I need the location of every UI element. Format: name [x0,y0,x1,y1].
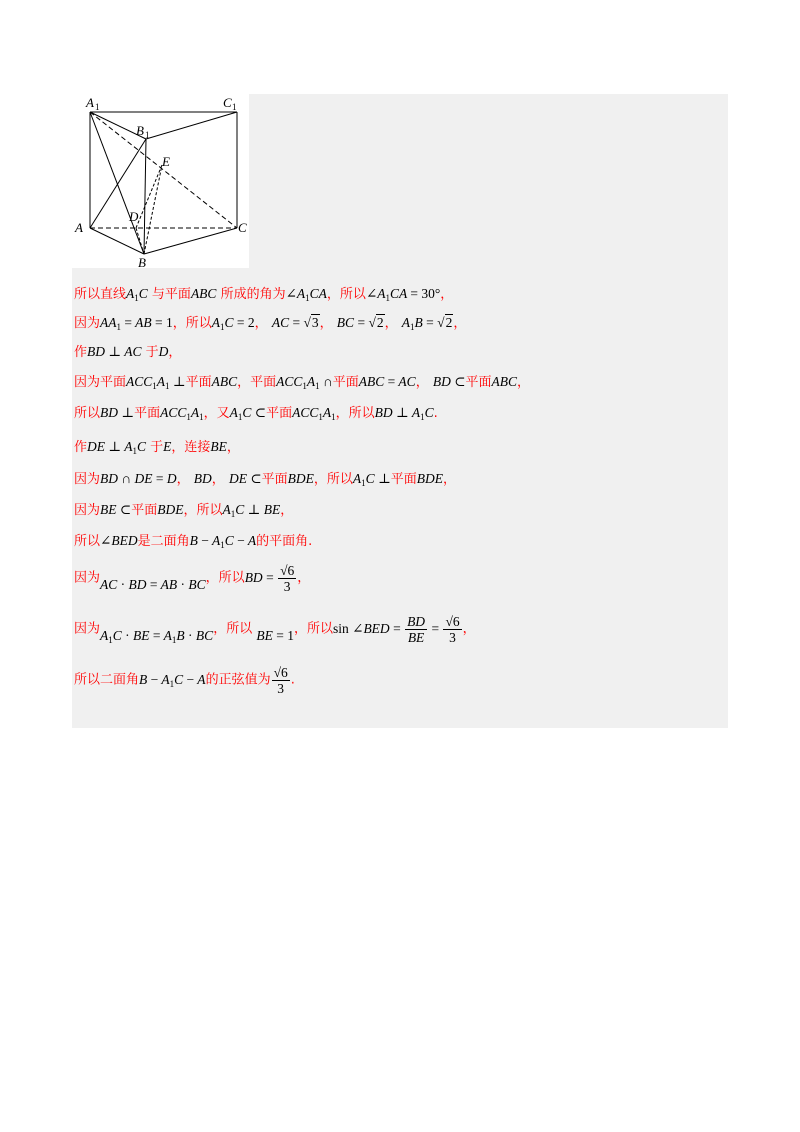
math: $B - A_1C - A$ [189,533,257,550]
math: BD ⊥ [100,405,135,420]
math: ∠BED [100,533,138,548]
math: ABC [491,374,518,389]
math: $ACC_1A_1$ ⊥ [126,374,186,391]
math: ABC [190,286,217,301]
label-A1: A [86,95,94,110]
math: $B - A_1C - A$ [139,671,206,689]
edge-B1C1 [146,112,237,139]
math: BD ∩ DE = D [100,471,177,486]
solution-line-3: 作BD ⊥ AC 于D， [74,344,182,360]
fraction: $\frac{√6}{3}$ [445,614,460,645]
math: AC = √3 [271,315,319,330]
fraction: $\frac{BD}{BE}$ [407,614,426,645]
solution-line-1: 所以直线$A_1C$ 与平面ABC 所成的角为$\angle A_1CA$，所以$\angle A_1CA = 30^\circ$， [74,286,454,303]
math [271,665,291,696]
label-B: B [138,255,146,268]
math: $A_1C$ · BE = $A_1B$ · BC [100,627,214,645]
math: BC = √2 [336,315,384,330]
math: E [163,439,172,454]
prism-diagram [72,94,249,268]
math: ABC [211,374,238,389]
math: $ACC_1A_1$ ∩ [276,374,333,391]
math: AC · BD = AB · BC [100,576,206,592]
math: $A_1C$ [126,286,148,303]
label-D: D [129,209,139,224]
label-C1: C [223,95,232,110]
math: $ACC_1A_1$ [160,405,204,422]
math: $A_1B = √2$ [401,315,453,332]
fraction: $\frac{√6}{3}$ [280,563,295,594]
math: sin ∠BED = $\frac{BD}{BE}$ = $\frac{√6}{3}$ [332,614,460,645]
solution-line-5: 所以BD ⊥平面$ACC_1A_1$，又$A_1C$ ⊂平面$ACC_1A_1$，所以BD ⊥ $A_1C$. [74,405,438,422]
segment-BE [144,165,162,254]
math: $A_1C = 2$ [211,315,255,332]
label-E: E [162,154,170,169]
fraction: $\frac{√6}{3}$ [273,665,288,696]
solution-line-4: 因为平面$ACC_1A_1$ ⊥平面ABC，平面$ACC_1A_1$ ∩平面ABC = AC， BD ⊂平面ABC， [74,374,531,391]
math: DE ⊥ $A_1C$ [87,439,146,456]
math: BDE [157,502,184,517]
math: D [158,344,169,359]
math: BE ⊂ [100,502,132,517]
label-A1-sub: 1 [95,102,100,112]
math: BDE [416,471,444,486]
math: $AA_1$ = AB = 1 [100,315,173,332]
math: BD [193,471,212,486]
solution-line-7: 因为BD ∩ DE = D， BD， DE ⊂平面BDE，所以$A_1C$ ⊥平面BDE， [74,471,457,488]
label-B1-sub: 1 [145,130,150,140]
math: BD ⊥ AC [87,344,142,359]
math: BD = $\frac{√6}{3}$ [244,563,295,594]
math: $\angle A_1CA = 30^\circ$ [365,286,441,303]
math: BD ⊂ [432,374,466,389]
math: BE [210,439,227,454]
label-B1: B [136,123,144,138]
label-A: A [75,220,83,235]
solution-line-9: 所以∠BED是二面角$B - A_1C - A$的平面角. [74,533,313,550]
segment-DE [136,165,162,228]
math: $A_1C$ ⊥ BE [222,502,281,519]
prism-figure [72,94,249,268]
math: DE ⊂ [228,471,262,486]
label-C1-sub: 1 [232,102,237,112]
math: BD ⊥ $A_1C$ [374,405,434,422]
math: $\angle A_1CA$ [285,286,327,303]
solution-line-12: 所以二面角$B - A_1C - A$的正弦值为 $\frac{√6}{3}$ . [74,665,295,696]
solution-line-8: 因为BE ⊂平面BDE，所以$A_1C$ ⊥ BE， [74,502,294,519]
solution-line-2: 因为$AA_1$ = AB = 1，所以$A_1C = 2$， AC = √3， BC = √2， $A_1B = √2$， [74,315,467,332]
math: $A_1C$ ⊂ [229,405,267,422]
label-C: C [238,220,247,235]
math: BE = 1 [256,627,294,643]
edge-B1B [144,139,146,254]
solution-line-10: 因为AC · BD = AB · BC，所以BD = $\frac{√6}{3}$ ， [74,563,311,594]
math: BDE [287,471,314,486]
edge-BC [144,228,237,254]
solution-line-11: 因为$A_1C$ · BE = $A_1B$ · BC，所以 BE = 1，所以sin ∠BED = $\frac{BD}{BE}$ = $\frac{√6}{3}$ ， [74,614,476,645]
math: ABC = AC [358,374,416,389]
math: $A_1C$ ⊥ [352,471,391,488]
math: $ACC_1A_1$ [292,405,336,422]
solution-line-6: 作DE ⊥ $A_1C$ 于E，连接BE， [74,439,240,456]
